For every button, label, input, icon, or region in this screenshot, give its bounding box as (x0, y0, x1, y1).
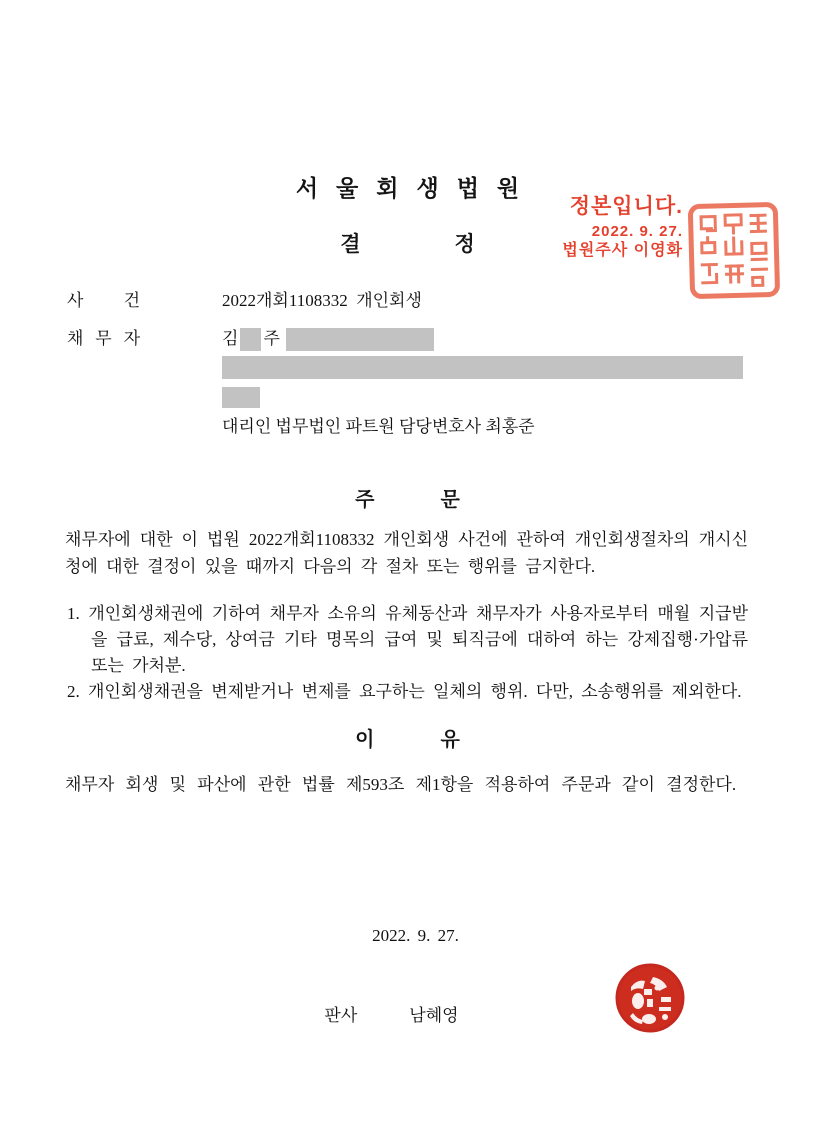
debtor-label (67, 327, 140, 351)
order-item-number: 2. (67, 682, 80, 701)
judge-round-seal-icon (613, 961, 687, 1040)
case-info-table (0, 291, 815, 437)
doc-type-char-2: 정 (454, 233, 475, 256)
attorney-line: 대리인 법무법인 파트원 담당변호사 최홍준 (222, 417, 535, 436)
reason-paragraph: 채무자 회생 및 파산에 관한 법률 제593조 제1항을 적용하여 주문과 같이 결정한다. (65, 775, 737, 794)
judge-title: 판사 (324, 1006, 358, 1025)
order-item-text: 개인회생채권에 기하여 채무자 소유의 유체동산과 채무자가 사용자로부터 매월 지급받을 급료, 제수당, 상여금 기타 명목의 급여 및 퇴직금에 대하여 하는 강제집행·가압류 또는 가처분. (88, 604, 748, 675)
certification-date: 2022. 9. 27. (591, 223, 683, 240)
debtor-given-char: 주 (263, 329, 280, 348)
case-label-char: 사 (67, 291, 84, 310)
redaction-box (286, 328, 434, 351)
order-item-number: 1. (67, 604, 80, 623)
debtor-label-char: 무 (95, 329, 112, 348)
debtor-name (222, 327, 434, 351)
court-name-title: 서울회생법원 (295, 175, 538, 201)
order-heading-char: 주 (355, 489, 375, 511)
doc-type-char-1: 결 (340, 233, 361, 256)
reason-heading-char: 이 (355, 729, 375, 751)
decision-date: 2022. 9. 27. (372, 926, 459, 945)
certification-stamp-block (562, 196, 683, 259)
order-item-1 (67, 601, 748, 679)
case-number-value: 2022개회1108332 개인회생 (222, 291, 422, 310)
order-section-heading (0, 483, 815, 512)
certification-statement: 정본입니다. (569, 195, 683, 218)
debtor-surname: 김 (222, 329, 239, 348)
debtor-label-char: 채 (67, 329, 84, 348)
registrar-square-seal-icon (687, 201, 782, 305)
order-item-2 (67, 679, 748, 705)
order-intro-paragraph: 채무자에 대한 이 법원 2022개회1108332 개인회생 사건에 관하여 개인회생절차의 개시신청에 대한 결정이 있을 때까지 다음의 각 절차 또는 행위를 금지한다. (65, 530, 748, 576)
case-label-char: 건 (123, 291, 140, 310)
redaction-box-address (222, 356, 743, 379)
debtor-row (0, 327, 815, 351)
order-heading-char: 문 (440, 489, 460, 511)
case-number-label (67, 291, 140, 311)
redaction-box (240, 328, 261, 351)
reason-heading-char: 유 (440, 729, 460, 751)
judge-name: 남혜영 (409, 1006, 459, 1025)
certification-officer: 법원주사 이영화 (562, 242, 683, 259)
order-item-text: 개인회생채권을 변제받거나 변제를 요구하는 일체의 행위. 다만, 소송행위를 제외한다. (88, 682, 742, 701)
redaction-box-small (222, 387, 260, 408)
order-list (67, 601, 748, 705)
reason-section-heading (0, 723, 815, 752)
debtor-label-char: 자 (123, 329, 140, 348)
